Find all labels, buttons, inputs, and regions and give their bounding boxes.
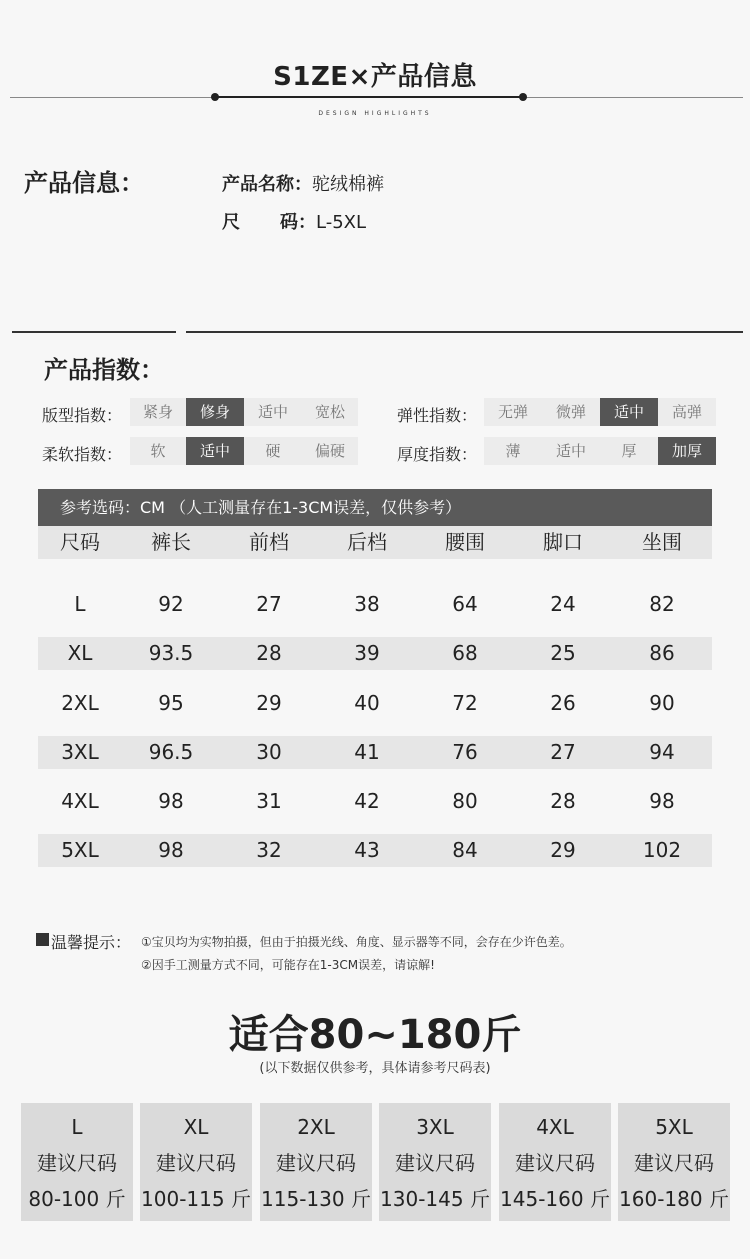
card-size: XL [183,1115,209,1139]
column-header: 裤长 [151,530,191,554]
tip-label: 温馨提示： [51,933,132,952]
softness-option: 适中 [186,437,244,465]
table-cell: 93.5 [148,641,194,665]
size-value: L-5XL [316,212,367,233]
table-cell: 84 [452,838,478,862]
table-cell: 82 [649,592,675,616]
card-label: 建议尺码 [37,1151,117,1175]
table-cell: 32 [256,838,282,862]
softness-index-options [130,437,358,465]
tip-line-2: ②因手工测量方式不同，可能存在1-3CM误差，请谅解! [141,958,435,972]
section-divider-right [186,331,743,333]
table-cell: 38 [354,592,380,616]
table-cell: 95 [158,691,184,715]
table-cell: 86 [649,641,675,665]
product-name-row [222,170,384,196]
table-cell: 98 [158,789,184,813]
title-divider-right [523,97,743,98]
table-cell: 4XL [61,789,99,813]
fit-index-options [130,398,358,426]
card-range: 115-130 斤 [261,1187,371,1211]
elasticity-index-options [484,398,716,426]
card-label: 建议尺码 [156,1151,236,1175]
card-label: 建议尺码 [515,1151,595,1175]
column-header: 后档 [347,530,387,554]
table-cell: L [74,592,86,616]
page-title: S1ZE×产品信息 [273,62,477,92]
card-range: 160-180 斤 [619,1187,729,1211]
softness-option: 软 [150,442,166,460]
table-cell: 72 [452,691,478,715]
table-row [38,687,712,720]
table-cell: 98 [649,789,675,813]
table-cell: 40 [354,691,380,715]
column-header: 尺码 [60,530,100,554]
table-cell: 64 [452,592,478,616]
card-range: 100-115 斤 [141,1187,251,1211]
size-label-a: 尺 [222,212,240,233]
thickness-option: 加厚 [658,437,716,465]
elasticity-option: 适中 [600,398,658,426]
column-header: 脚口 [543,530,583,554]
thickness-index-label: 厚度指数： [397,445,478,464]
size-label-b: 码： [280,212,316,233]
product-size-row [222,208,366,234]
size-recommendation-card [618,1103,730,1221]
page-subtitle: DESIGN HIGHLIGHTS [318,110,432,117]
table-cell: 80 [452,789,478,813]
card-range: 145-160 斤 [500,1187,610,1211]
table-cell: 29 [550,838,576,862]
column-header: 坐围 [642,530,682,554]
fit-index-label: 版型指数： [42,406,123,425]
weight-note: (以下数据仅供参考，具体请参考尺码表) [259,1061,491,1076]
table-cell: 42 [354,789,380,813]
table-cell: 98 [158,838,184,862]
card-size: 2XL [297,1115,335,1139]
table-cell: 28 [550,789,576,813]
thickness-index-options [484,437,716,465]
elasticity-index-label: 弹性指数： [397,406,478,425]
column-header: 腰围 [445,530,485,554]
card-size: L [71,1115,83,1139]
fit-option: 修身 [186,398,244,426]
fit-option: 适中 [257,403,288,421]
divider-dot-right [519,93,527,101]
card-label: 建议尺码 [395,1151,475,1175]
divider-dot-left [211,93,219,101]
softness-index-label: 柔软指数： [42,445,123,464]
thickness-option: 厚 [621,442,637,460]
table-cell: 43 [354,838,380,862]
table-cell: 3XL [61,740,99,764]
table-cell: 29 [256,691,282,715]
size-table-caption: 参考选码：CM （人工测量存在1-3CM误差，仅供参考） [38,489,712,526]
thickness-option: 适中 [555,442,586,460]
table-cell: 92 [158,592,184,616]
table-cell: 2XL [61,691,99,715]
softness-option: 硬 [265,442,281,460]
column-header: 前档 [249,530,289,554]
tip-line-1: ①宝贝均为实物拍摄，但由于拍摄光线、角度、显示器等不同，会存在少许色差。 [141,935,572,949]
table-cell: 24 [550,592,576,616]
table-cell: 5XL [61,838,99,862]
card-size: 4XL [536,1115,574,1139]
table-cell: XL [67,641,93,665]
tip-square-icon [36,933,49,946]
table-cell: 90 [649,691,675,715]
elasticity-option: 微弹 [555,403,586,421]
card-range: 80-100 斤 [28,1187,126,1211]
table-cell: 30 [256,740,282,764]
fit-option: 宽松 [314,403,345,421]
card-size: 5XL [655,1115,693,1139]
table-cell: 27 [256,592,282,616]
card-label: 建议尺码 [634,1151,714,1175]
weight-headline: 适合80~180斤 [228,1012,522,1058]
table-cell: 27 [550,740,576,764]
table-cell: 28 [256,641,282,665]
table-cell: 41 [354,740,380,764]
title-divider-center [215,96,523,98]
size-recommendation-card [140,1103,252,1221]
table-cell: 96.5 [148,740,194,764]
product-name-value: 驼绒棉裤 [312,174,384,195]
table-cell: 39 [354,641,380,665]
table-cell: 25 [550,641,576,665]
elasticity-option: 无弹 [497,403,528,421]
size-recommendation-card [260,1103,372,1221]
fit-option: 紧身 [142,403,173,421]
elasticity-option: 高弹 [671,403,702,421]
table-row [38,637,712,670]
table-row [38,588,712,621]
table-cell: 102 [642,838,682,862]
table-cell: 94 [649,740,675,764]
table-row [38,834,712,867]
card-range: 130-145 斤 [380,1187,490,1211]
table-cell: 26 [550,691,576,715]
table-cell: 68 [452,641,478,665]
table-cell: 76 [452,740,478,764]
size-recommendation-card [499,1103,611,1221]
table-cell: 31 [256,789,282,813]
product-info-heading: 产品信息： [24,169,144,197]
section-divider-left [12,331,176,333]
card-label: 建议尺码 [276,1151,356,1175]
size-table-header-row [38,526,712,559]
title-divider-left [10,97,215,98]
size-recommendation-card [379,1103,491,1221]
thickness-option: 薄 [505,442,521,460]
table-row [38,785,712,818]
product-name-label: 产品名称： [222,174,312,195]
softness-option: 偏硬 [314,442,345,460]
card-size: 3XL [416,1115,454,1139]
table-row [38,736,712,769]
size-recommendation-card [21,1103,133,1221]
indices-heading: 产品指数： [44,356,164,384]
